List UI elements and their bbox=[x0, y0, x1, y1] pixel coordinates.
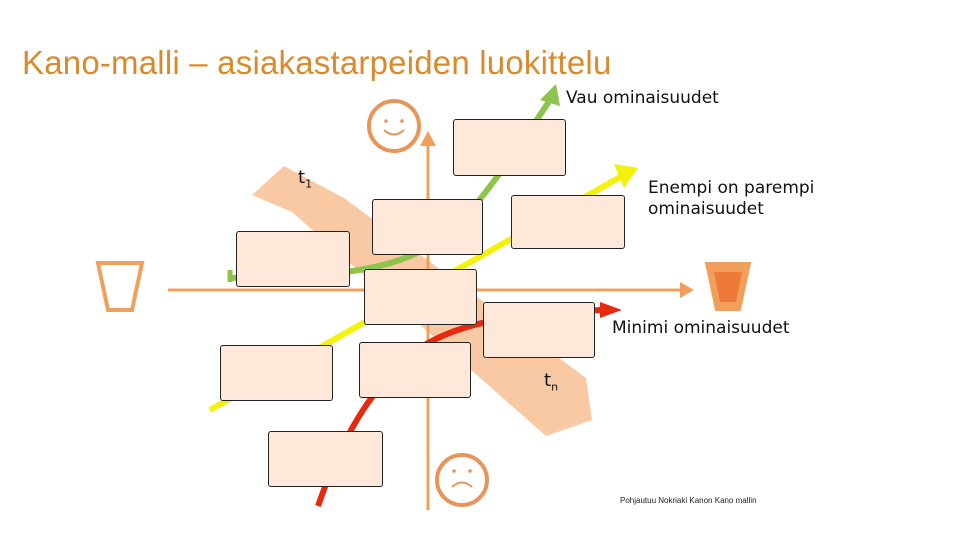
full-glass-icon bbox=[706, 263, 750, 310]
linear-feature-box bbox=[220, 345, 333, 401]
wow-needs-label: Vau ominaisuudet bbox=[566, 88, 719, 108]
basic-feature-box bbox=[268, 431, 383, 487]
time-start-label bbox=[298, 167, 312, 191]
page-title: Kano-malli – asiakastarpeiden luokittelu bbox=[22, 44, 612, 81]
linear-needs-label-line2: ominaisuudet bbox=[648, 199, 764, 219]
wow-feature-box bbox=[372, 199, 483, 255]
linear-feature-box bbox=[364, 269, 477, 325]
basic-needs-arrowhead bbox=[600, 302, 622, 318]
time-start-base: t bbox=[298, 167, 306, 188]
wow-feature-box bbox=[453, 119, 566, 176]
basic-feature-box bbox=[483, 302, 595, 358]
linear-needs-label-line1: Enempi on parempi bbox=[648, 178, 815, 198]
source-note: Pohjautuu Nokriaki Kanon Kano mallin bbox=[620, 496, 757, 505]
time-start-sub: 1 bbox=[305, 177, 313, 191]
linear-feature-box bbox=[511, 195, 625, 249]
linear-needs-label bbox=[648, 178, 814, 220]
vertical-axis-arrowhead bbox=[420, 131, 436, 146]
empty-glass-icon bbox=[98, 263, 142, 310]
wow-needs-arrowhead bbox=[540, 84, 560, 106]
time-end-sub: n bbox=[551, 380, 559, 394]
time-end-base: t bbox=[544, 370, 552, 391]
basic-feature-box bbox=[359, 342, 471, 398]
time-end-label bbox=[544, 370, 558, 394]
horizontal-axis-arrowhead bbox=[680, 282, 694, 298]
happy-face-icon bbox=[369, 101, 419, 151]
basic-needs-label: Minimi ominaisuudet bbox=[612, 318, 790, 338]
sad-face-icon bbox=[437, 455, 487, 505]
wow-feature-box bbox=[236, 231, 350, 287]
